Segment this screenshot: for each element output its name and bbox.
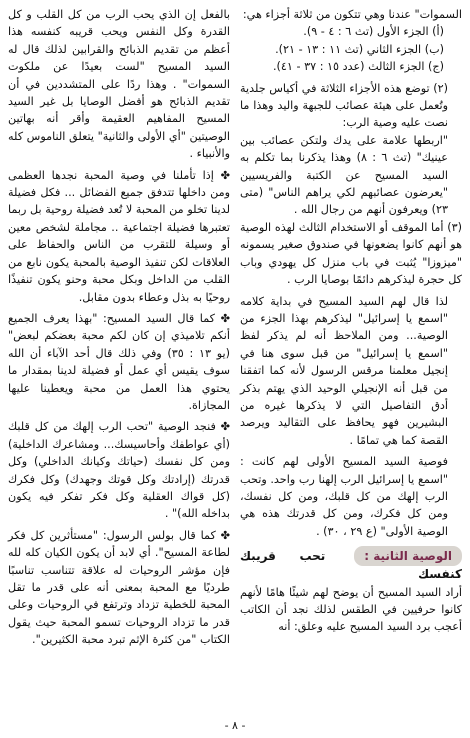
paragraph: (٢) توضع هذه الأجزاء الثلاثة في أكياس جلدية وتُعمل على هيئة عصائب للجبهة واليد وهذا ما نصت عليه وصية الرب: [240,81,448,130]
section-heading: الوصية الثانية : [354,546,462,566]
paragraph: "اربطها علامة على يدك ولتكن عصائب بين عينيك" (تث ٦ : ٨) وهذا يذكرنا بما تكلم به السيد المسيح عن الكتبة والفريسيين "يعرضون عصائبهم لكي يراهم الناس" (متى ٢٣) ويعرفون أنهم من رجال الله . [240,133,448,217]
paragraph: لذا قال لهم السيد المسيح في بداية كلامه "اسمع يا إسرائيل" ليذكرهم بهذا الجزء من الوصية... ومن الملاحظ أنه لم يذكر لفظ "اسمع يا إسرائيل" من قبل سوى هنا في إنجيل معلمنا مرقس الرسول لأنه كما اتفقنا من قبل أنه الإنجيلي الوحيد الذي يهتم بذكر أدق التفاصيل التي لا يذكرها غيره من البشيرين فهو يحافظ على التقاليد ويرصد القصة كما هي تمامًا . [240,294,448,447]
section-subheading: تحب قريبك كنفسك [240,549,462,582]
paragraph: ✤ كما قال السيد المسيح: "بهذا يعرف الجميع أنكم تلاميذي إن كان لكم محبة بعضكم لبعض" (يو ١٣ : ٣٥) وفي ذلك قال أحد الآباء أن الله سوف يقيس أي عمل أو فضيلة لدينا بمقدار ما يحتوي هذا العمل من محبة ويعطينا عليها المجازاة. [8,311,230,412]
paragraph: ✤ كما قال بولس الرسول: "مستأثرين كل فكر لطاعة المسيح". أي لابد أن يكون الكيان كله لله فإن مؤشر الروحيات له علاقة تتناسب تناسبًا طرديًا مع المحبة بمعنى أنه على قدر ما تقل المحبة للخطية تزداد وترتفع في الروحيات وعلى قدر ما تزداد الروحيات تسمو المحبة حيث يقول الكتاب "من كثرة الإثم تبرد محبة الكثيرين". [8,528,230,647]
section-heading-row [240,546,462,583]
paragraph: (٣) أما الموقف أو الاستخدام الثالث لهذه الوصية هو أنهم كانوا يضعونها في صندوق صغير يسمونه "ميزوزا" يُثبت في باب منزل كل يهودي وباب كل حجرة ليذكرهم دائمًا بوصايا الرب . [240,220,462,287]
paragraph: فوصية السيد المسيح الأولى لهم كانت : "اسمع يا إسرائيل الرب إلهنا رب واحد. وتحب الرب إلهك من كل قلبك، ومن كل نفسك، ومن كل فكرك، ومن كل قدرتك هذه هي الوصية الأولى" (ع ٢٩ ، ٣٠) . [240,455,448,538]
list-item: (ج) الجزء الثالث (عدد ١٥ : ٣٧ - ٤١). [273,60,444,74]
left-column [8,6,230,649]
paragraph: أراد السيد المسيح أن يوضح لهم شيئًا هامًا لأنهم كانوا حرفيين في الطقس لذلك نجد أن الكاتب أعجب برد السيد المسيح عليه وعلق: أنه [240,585,462,634]
paragraph: بالفعل إن الذي يحب الرب من كل القلب و كل القدرة وكل النفس ويحب قريبه كنفسه هذا أعظم من تقديم الذبائح والقرابين لذلك قال له السيد المسيح "لست بعيدًا عن ملكوت السموات" . وهذا ردًا على المتشددين في أن تقديم الذبائح هو أفضل الوصايا بل غير السيد المسيح المفاهيم العقيمة وأقر أنه بهاتين الوصيتين "أي الأولى والثانية" يتعلق الناموس كله والأنبياء . [8,8,230,161]
right-column [240,6,462,636]
paragraph: ✤ إذا تأملنا في وصية المحبة نجدها العظمى ومن داخلها تتدفق جميع الفضائل ... فكل فضيلة لدينا تخلو من المحبة لا تُعد فضيلة روحية بل ربما تعتبرها فضيلة اجتماعية .. مجاملة لشخص معين أو وسيلة للتقرب من الناس والحفاظ على العلاقات لكن تنفيذ الوصية بالمحبة يكون نابع من القلب من الداخل وبكل محبة وحنو يكون تنفيذًا روحيًا به بذل وعطاء بدون مقابل. [8,168,230,304]
list-item: (ب) الجزء الثاني (تث ١١ : ١٣ - ٢١). [275,42,444,56]
paragraph: ✤ فنجد الوصية "تحب الرب إلهك من كل قلبك (أي عواطفك وأحاسيسك... ومشاعرك الداخلية) ومن كل نفسك (حياتك وكيانك الداخلي) وكل قدرتك (إرادتك وكل قوتك وجهدك) وكل فكرك (كل قواك العقلية وكل فكر تفكر فيه يكون بداخله الله)" . [8,420,230,521]
paragraph: السموات" عندنا وهي تتكون من ثلاثة أجزاء هي: [242,8,462,21]
page-number: - ٨ - [224,719,246,732]
list-item: (أ) الجزء الأول (تث ٦ : ٤ - ٩). [303,25,444,39]
